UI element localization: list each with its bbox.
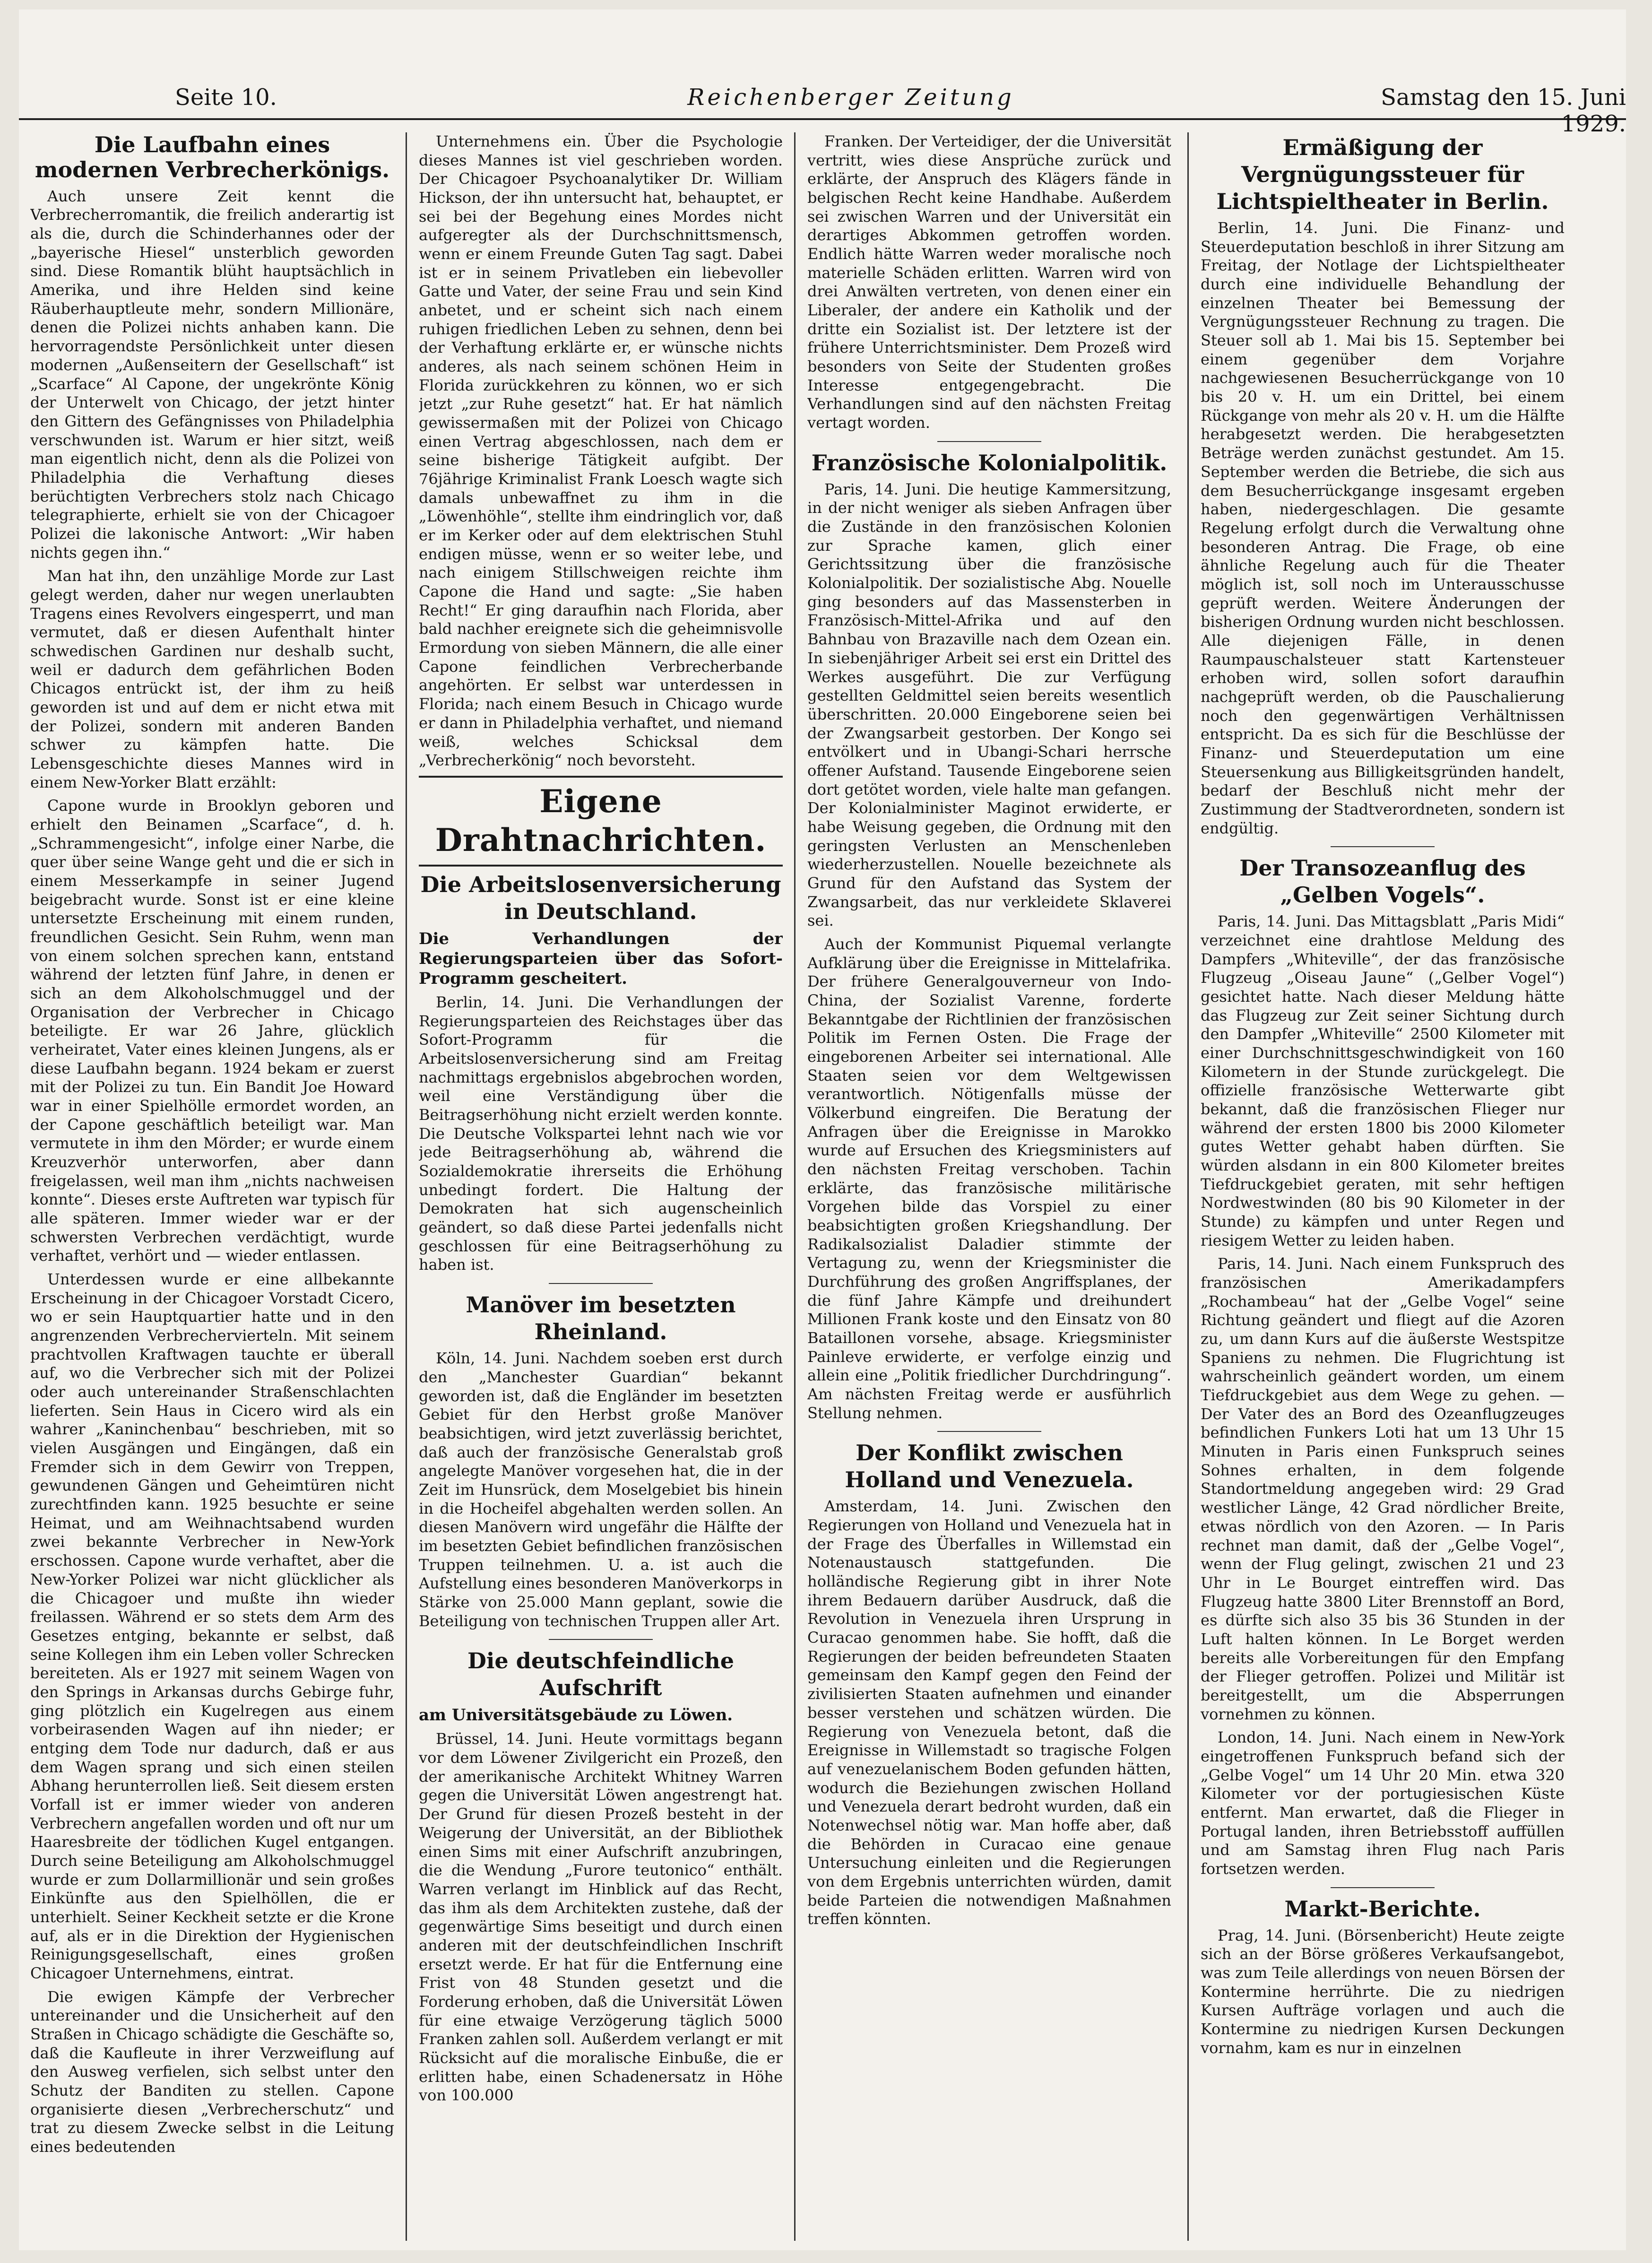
article-paragraph: Paris, 14. Juni. Nach einem Funkspruch des französischen Amerikadampfers „Rochambeau“ hat der „Gelbe Vogel“ seine Richtung geändert und fliegt auf die Azoren zu, um dann Kurs auf die äußerste Westspitze Spaniens zu nehmen. Die Flugrichtung ist wahrscheinlich geändert worden, um einem Tiefdruckgebiet aus dem Wege zu gehen. — Der Vater des an Bord des Ozeanflugzeuges befindlichen Funkers Loti hat um 13 Uhr 15 Minuten in Paris einen Funkspruch seines Sohnes erhalten, in dem folgende Standortmeldung angegeben wird: 29 Grad westlicher Länge, 42 Grad nördlicher Breite, etwas nördlich von den Azoren. — In Paris rechnet man damit, daß der „Gelbe Vogel“, wenn der Flug gelingt, zwischen 21 und 23 Uhr in Le Bourget eintreffen wird. Das Flugzeug hatte 3800 Liter Brennstoff an Bord, es dürfte sich also 35 bis 36 Stunden in der Luft halten können. In Le Borget werden bereits alle Vorbereitungen für den Empfang der Flieger getroffen. Polizei und Militär ist bereitgestellt, um die Absperrungen vornehmen zu können. (1201, 1255, 1565, 1723)
article-headline: Französische Kolonialpolitik. (811, 450, 1168, 476)
page-number: Seite 10. (175, 84, 277, 111)
article-subheadline: am Universitätsgebäude zu Löwen. (419, 1706, 733, 1725)
article-headline: Die deutschfeindliche Aufschrift (467, 1648, 734, 1701)
column-rule (1187, 132, 1189, 2241)
separator-rule (549, 1283, 653, 1284)
article-headline: Der Transozeanflug des „Gelben Vogels“. (1239, 855, 1526, 908)
column-1 (30, 132, 394, 2241)
article-headline: Die Arbeitslosenversicherung in Deutschland. (420, 871, 781, 924)
article-subheadline: Die Verhandlungen der Regierungsparteien über das Sofort-Programm gescheitert. (419, 929, 783, 988)
article-title: Die Laufbahn eines modernen Verbrecherkönigs. (35, 132, 390, 182)
separator-rule (1331, 1887, 1435, 1888)
column-rule (794, 132, 796, 2241)
article-paragraph: Man hat ihn, den unzählige Morde zur Last gelegt werden, daher nur wegen unerlaubten Tragens eines Revolvers eingesperrt, und man vermutet, daß er diesen Aufenthalt hinter schwedischen Gardinen nur deshalb sucht, weil er dadurch dem gefährlichen Boden Chicagos entrückt ist, der ihm zu heiß geworden ist und auf dem er nicht etwa mit der Polizei, sondern mit anderen Banden schwer zu kämpfen hatte. Die Lebensgeschichte dieses Mannes wird in einem New-Yorker Blatt erzählt: (30, 567, 394, 791)
article-paragraph: Capone wurde in Brooklyn geboren und erhielt den Beinamen „Scarface“, d. h. „Schrammengesicht“, infolge einer Narbe, die quer über seine Wange geht und die er sich in einem Messerkampfe in seiner Jugend beigebracht wurde. Sonst ist er eine kleine untersetzte Erscheinung mit einem runden, freundlichen Gesicht. Sein Ruhm, wenn man von einem solchen sprechen kann, entstand während der letzten fünf Jahre, in denen er sich an dem Alkoholschmuggel und der Organisation der Verbrecher in Chicago beteiligte. Er war 26 Jahre, glücklich verheiratet, Vater eines kleinen Jungens, als er diese Laufbahn begann. 1924 bekam er zuerst mit der Polizei zu tun. Ein Bandit Joe Howard war in einer Spielhölle ermordet worden, an der Capone geschäftlich beteiligt war. Man vermutete in ihm den Mörder; er wurde einem Kreuzverhör unterworfen, aber dann freigelassen, weil man ihm „nichts nachweisen konnte“. Dieses erste Auftreten war typisch für alle späteren. Immer wieder war er der schwersten Verbrechen verdächtigt, wurde verhaftet, verhört und — wieder entlassen. (30, 797, 394, 1265)
article-paragraph: Unterdessen wurde er eine allbekannte Erscheinung in der Chicagoer Vorstadt Cicero, wo er sein Hauptquartier hatte und in den angrenzenden Verbrechervierteln. Mit seinem prachtvollen Kraftwagen tauchte er überall auf, wo die Verbrecher sich mit der Polizei oder auch untereinander Straßenschlachten lieferten. Sein Haus in Cicero wird als ein wahrer „Kaninchenbau“ beschrieben, mit so vielen Ausgängen und Eingängen, daß ein Fremder sich in dem Gewirr von Treppen, gewundenen Gängen und Geheimtüren nicht zurechtfinden kann. 1925 besuchte er seine Heimat, und am Weihnachtsabend wurden zwei bekannte Verbrecher in New-York erschossen. Capone wurde verhaftet, aber die New-Yorker Polizei war nicht glücklicher als die Chicagoer und mußte ihn wieder freilassen. Während er so stets dem Arm des Gesetzes entging, bekannte er selbst, daß seine Kollegen ihm ein Leben voller Schrecken bereiteten. Als er 1927 mit seinem Wagen von den Springs in Arkansas durchs Gebirge fuhr, ging plötzlich ein Kugelregen aus einem vorbeirasenden Wagen auf ihn nieder; er entging dem Tode nur dadurch, daß er aus dem Wagen sprang und sich einen steilen Abhang herunterrollen ließ. Seit diesem ersten Vorfall ist er immer wieder von anderen Verbrechern angefallen worden und oft nur um Haaresbreite der tödlichen Kugel entgangen. Durch seine Beteiligung am Alkoholschmuggel wurde er zum Dollarmillionär und sein großes Einkünfte aus den Spielhöllen, die er unterhielt. Seiner Keckheit setzte er die Krone auf, als er in die Direktion der Hygienischen Reinigungsgesellschaft, eines großen Chicagoer Unternehmens, eintrat. (30, 1270, 394, 1982)
article-headline: Ermäßigung der Vergnügungssteuer für Lichtspieltheater in Berlin. (1216, 135, 1549, 215)
separator-rule (1331, 846, 1435, 847)
article-paragraph: Köln, 14. Juni. Nachdem soeben erst durch den „Manchester Guardian“ bekannt geworden ist, daß die Engländer im besetzten Gebiet für den Herbst große Manöver beabsichtigen, wird jetzt zuverlässig berichtet, daß auch der französische Generalstab groß angelegte Manöver vorgesehen hat, die in der Zeit im Hunsrück, dem Moselgebiet bis hinein in die Hocheifel abgehalten werden sollen. An diesen Manövern wird ungefähr die Hälfte der im besetzten Gebiet befindlichen französischen Truppen teilnehmen. U. a. ist auch die Aufstellung eines besonderen Manöverkorps in Stärke von 25.000 Mann geplant, sowie die Beteiligung von technischen Truppen aller Art. (419, 1349, 783, 1630)
article-headline: Markt-Berichte. (1284, 1896, 1481, 1922)
separator-rule (937, 441, 1041, 442)
column-4 (1201, 132, 1565, 2241)
article-headline: Manöver im besetzten Rheinland. (466, 1292, 736, 1345)
masthead-title: Reichenberger Zeitung (687, 84, 1014, 111)
article-paragraph: Auch der Kommunist Piquemal verlangte Aufklärung über die Ereignisse in Mittelafrika. Der frühere Generalgouverneur von Indo-China, der Sozialist Varenne, forderte Bekanntgabe der Richtlinien der französischen Politik im Fernen Osten. Die Frage der eingeborenen Arbeiter sei international. Alle Staaten seien vor dem Weltgewissen verantwortlich. Nötigenfalls müsse der Völkerbund eingreifen. Die Beratung der Anfragen über die Ereignisse in Marokko wurde auf Ersuchen des Kriegsministers auf den nächsten Freitag verschoben. Tachin erklärte, das französische militärische Vorgehen bilde das Vorspiel zu einer beabsichtigten großen Kriegshandlung. Der Radikalsozialist Daladier stimmte der Vertagung zu, wenn der Kriegsminister die Durchführung des großen Angriffsplanes, der die fünf Jahre Kämpfe und dreihundert Millionen Frank koste und den Einsatz von 80 Bataillonen vorsehe, absage. Kriegsminister Painleve erwiderte, er verfolge einzig und allein eine „Politik friedlicher Durchdringung“. Am nächsten Freitag werde er ausführlich Stellung nehmen. (807, 935, 1171, 1422)
issue-date: Samstag den 15. Juni 1929. (1381, 84, 1626, 137)
column-rule (406, 132, 407, 2241)
newspaper-page (19, 9, 1626, 2250)
article-paragraph: Franken. Der Verteidiger, der die Universität vertritt, wies diese Ansprüche zurück und erklärte, der Anspruch des Klägers fände in belgischen Recht keine Handhabe. Außerdem sei zwischen Warren und der Universität ein derartiges Abkommen getroffen worden. Endlich hätte Warren weder moralische noch materielle Schäden erlitten. Warren wird von drei Anwälten vertreten, von denen einer ein Liberaler, der andere ein Katholik und der dritte ein Sozialist ist. Der letztere ist der frühere Unterrichtsminister. Dem Prozeß wird besonders von Seite der Studenten großes Interesse entgegengebracht. Die Verhandlungen sind auf den nächsten Freitag vertagt worden. (807, 132, 1171, 432)
article-paragraph: Brüssel, 14. Juni. Heute vormittags begann vor dem Löwener Zivilgericht ein Prozeß, den der amerikanische Architekt Whitney Warren gegen die Universität Löwen angestrengt hat. Der Grund für diesen Prozeß besteht in der Weigerung der Universität, an der Bibliothek einen Sims mit einer Aufschrift anzubringen, die die Wendung „Furore teutonico“ enthält. Warren verlangt im Hinblick auf das Recht, das ihm als dem Architekten zustehe, daß der gegenwärtige Sims beseitigt und durch einen anderen mit der deutschfeindlichen Inschrift ersetzt werde. Er hat für die Entfernung eine Frist von 48 Stunden gesetzt und die Forderung erhoben, daß die Universität Löwen für eine etwaige Verzögerung täglich 5000 Franken zahlen soll. Außerdem verlangt er mit Rücksicht auf die moralische Einbuße, die er erlitten habe, einen Schadenersatz in Höhe von 100.000 (419, 1730, 783, 2105)
running-header (19, 80, 1626, 137)
column-2 (419, 132, 783, 2241)
article-paragraph: Paris, 14. Juni. Das Mittagsblatt „Paris Midi“ verzeichnet eine drahtlose Meldung des Dampfers „Whiteville“, der das französische Flugzeug „Oiseau Jaune“ („Gelber Vogel“) gesichtet hatte. Nach dieser Meldung hätte das Flugzeug zur Zeit seiner Sichtung durch den Dampfer „Whiteville“ 2500 Kilometer mit einer Durchschnittsgeschwindigkeit von 160 Kilometern in der Stunde zurückgelegt. Die offizielle französische Wetterwarte gibt bekannt, daß die französischen Flieger nur während der ersten 1800 bis 2000 Kilometer gutes Wetter gehabt haben dürften. Sie würden alsdann in ein 800 Kilometer breites Tiefdruckgebiet geraten, mit sehr heftigen Nordwestwinden (80 bis 90 Kilometer in der Stunde) zu kämpfen und unter Regen und riesigem Wetter zu leiden haben. (1201, 912, 1565, 1249)
article-paragraph: Berlin, 14. Juni. Die Finanz- und Steuerdeputation beschloß in ihrer Sitzung am Freitag, der Notlage der Lichtspieltheater durch eine individuelle Behandlung der einzelnen Theater bei Bemessung der Vergnügungssteuer Rechnung zu tragen. Die Steuer soll ab 1. Mai bis 15. September bei einem gegenüber dem Vorjahre nachgewiesenen Besucherrückgange von 10 bis 20 v. H. um ein Drittel, bei einem Rückgange von mehr als 20 v. H. um die Hälfte herabgesetzt werden. Die herabgesetzten Beträge werden zunächst gestundet. Am 15. September werden die Betriebe, die sich aus dem Besucherrückgange insgesamt ergeben haben, niedergeschlagen. Die gesamte Regelung erfolgt durch die Verwaltung ohne besonderen Antrag. Die Frage, ob eine ähnliche Regelung auch für die Theater möglich ist, soll noch im Unterausschusse geprüft werden. Weitere Änderungen der bisherigen Ordnung wurden nicht beschlossen. Alle diejenigen Fälle, in denen Raumpauschalsteuer statt Kartensteuer erhoben wird, sollen sofort daraufhin nachgeprüft werden, ob die Pauschalierung noch den gegenwärtigen Verhältnissen entspricht. Da es sich für die Beschlüsse der Finanz- und Steuerdeputation um eine Steuersenkung aus Billigkeitsgründen handelt, bedarf der Beschluß nicht mehr der Zustimmung der Stadtverordneten, sondern ist endgültig. (1201, 219, 1565, 837)
article-paragraph: Amsterdam, 14. Juni. Zwischen den Regierungen von Holland und Venezuela hat in der Frage des Überfalles in Willemstad ein Notenaustausch stattgefunden. Die holländische Regierung gibt in ihrer Note ihrem Bedauern darüber Ausdruck, daß die Revolution in Venezuela ihren Ursprung in Curacao genommen habe. Sie hofft, daß die Regierungen der beiden befreundeten Staaten gemeinsam den Kampf gegen den Feind der zivilisierten Staaten aufnehmen und einander besser verstehen und schätzen würden. Die Regierung von Venezuela betont, daß die Ereignisse in Willemstadt so tragische Folgen auf venezuelanischem Boden gefunden hätten, wodurch die Beziehungen zwischen Holland und Venezuela derart bedroht wurden, daß ein Notenwechsel nötig war. Man hoffe aber, daß die Behörden in Curacao eine genaue Untersuchung einleiten und die Regierungen von dem Ergebnis unterrichten würden, damit beide Parteien die notwendigen Maßnahmen treffen könnten. (807, 1497, 1171, 1928)
column-3 (807, 132, 1171, 2241)
article-paragraph: Die ewigen Kämpfe der Verbrecher untereinander und die Unsicherheit auf den Straßen in Chicago schädigte die Geschäfte so, daß die Kaufleute in ihrer Verzweiflung auf den Ausweg verfielen, sich selbst unter den Schutz der Banditen zu stellen. Capone organisierte diesen „Verbrecherschutz“ und trat zu diesem Zwecke selbst in die Leitung eines bedeutenden (30, 1987, 394, 2156)
article-paragraph: Prag, 14. Juni. (Börsenbericht) Heute zeigte sich an der Börse größeres Verkaufsangebot, was zum Teile allerdings von neuen Börsen der Kontermine herrührte. Die zu niedrigen Kursen Aufträge vorlagen und auch die Kontermine zu niedrigen Kursen Deckungen vornahm, kam es nur in einzelnen (1201, 1926, 1565, 2057)
article-paragraph: Unternehmens ein. Über die Psychologie dieses Mannes ist viel geschrieben worden. Der Chicagoer Psychoanalytiker Dr. William Hickson, der ihn untersucht hat, behauptet, er sei bei der Begehung eines Mordes nicht aufgeregter als der Durchschnittsmensch, wenn er einem Freunde Guten Tag sagt. Dabei ist er in seinem Privatleben ein liebevoller Gatte und Vater, der seine Frau und sein Kind anbetet, und er scheint sich nach einem ruhigen friedlichen Leben zu sehnen, denn bei der Verhaftung erklärte er, er wünsche nichts anderes, als nach seinem schönen Heim in Florida zurückkehren zu können, wo er sich jetzt „zur Ruhe gesetzt“ hat. Er hat nämlich gewissermaßen mit der Polizei von Chicago einen Vertrag abgeschlossen, nach dem er seine bisherige Tätigkeit aufgibt. Der 76jährige Kriminalist Frank Loesch wagte sich damals unbewaffnet zu ihm in die „Löwenhöhle“, stellte ihm eindringlich vor, daß er im Kerker oder auf dem elektrischen Stuhl endigen müsse, wenn er so weiter lebe, und nach einigem Stillschweigen reichte ihm Capone die Hand und sagte: „Sie haben Recht!“ Er ging daraufhin nach Florida, aber bald nachher ereignete sich die geheimnisvolle Ermordung von sieben Männern, die alle einer Capone feindlichen Verbrecherbande angehörten. Er selbst war unterdessen in Florida; nach einem Besuch in Chicago wurde er dann in Philadelphia verhaftet, und niemand weiß, welches Schicksal dem „Verbrecherkönig“ noch bevorsteht. (419, 132, 783, 770)
separator-rule (549, 1639, 653, 1640)
article-paragraph: Berlin, 14. Juni. Die Verhandlungen der Regierungsparteien des Reichstages über das Sofort-Programm für die Arbeitslosenversicherung sind am Freitag nachmittags ergebnislos abgebrochen worden, weil eine Verständigung über die Beitragserhöhung nicht erzielt werden konnte. Die Deutsche Volkspartei lehnt nach wie vor jede Beitragserhöhung ab, während die Sozialdemokratie ihrerseits die Erhöhung unbedingt fordert. Die Haltung der Demokraten hat sich augenscheinlich geändert, so daß diese Partei jedenfalls nicht geschlossen für eine Beitragserhöhung zu haben ist. (419, 993, 783, 1274)
separator-rule (937, 1431, 1041, 1432)
article-paragraph: Auch unsere Zeit kennt die Verbrecherromantik, die freilich anderartig ist als die, durch die Schinderhannes oder der „bayerische Hiesel“ unsterblich geworden sind. Diese Romantik blüht hauptsächlich in Amerika, und ihre Helden sind keine Räuberhauptleute mehr, sondern Millionäre, denen die Polizei nichts anhaben kann. Die hervorragendste Persönlichkeit unter diesen modernen „Außenseitern der Gesellschaft“ ist „Scarface“ Al Capone, der ungekrönte König der Unterwelt von Chicago, der jetzt hinter den Gittern des Gefängnisses von Philadelphia verschwunden ist. Warum er hier sitzt, weiß man eigentlich nicht, denn als die Polizei von Philadelphia die Verhaftung dieses berüchtigten Verbrechers stolz nach Chicago telegraphierte, erhielt sie von der Chicagoer Polizei die lakonische Antwort: „Wir haben nichts gegen ihn.“ (30, 187, 394, 562)
article-paragraph: Paris, 14. Juni. Die heutige Kammersitzung, in der nicht weniger als sieben Anfragen über die Zustände in den französischen Kolonien zur Sprache kamen, glich einer Gerichtssitzung über die französische Kolonialpolitik. Der sozialistische Abg. Nouelle ging besonders auf das Massensterben in Französisch-Mittel-Afrika und auf den Bahnbau von Brazaville nach dem Ozean ein. In siebenjähriger Arbeit sei erst ein Drittel des Werkes ausgeführt. Die zur Verfügung gestellten Geldmittel seien bereits wesentlich überschritten. 20.000 Eingeborene seien bei der Zwangsarbeit gestorben. Der Kongo sei entvölkert und in Ubangi-Schari herrsche offener Aufstand. Tausende Eingeborene seien dort getötet worden, viele halte man gefangen. Der Kolonialminister Maginot erwiderte, er habe Weisung gegeben, die Ordnung mit den geringsten Verlusten an Menschenleben wiederherzustellen. Nouelle bezeichnete als Grund für den Aufstand das System der Zwangsarbeit, das nur verkleidete Sklaverei sei. (807, 480, 1171, 930)
article-headline: Der Konflikt zwischen Holland und Venezuela. (845, 1440, 1134, 1493)
article-paragraph: London, 14. Juni. Nach einem in New-York eingetroffenen Funkspruch befand sich der „Gelbe Vogel“ um 14 Uhr 20 Min. etwa 320 Kilometer vor der portugiesischen Küste entfernt. Man erwartet, daß die Flieger in Portugal landen, ihren Betriebsstoff auffüllen und am Samstag ihren Flug nach Paris fortsetzen werden. (1201, 1728, 1565, 1878)
section-banner: Eigene Drahtnachrichten. (419, 776, 783, 867)
